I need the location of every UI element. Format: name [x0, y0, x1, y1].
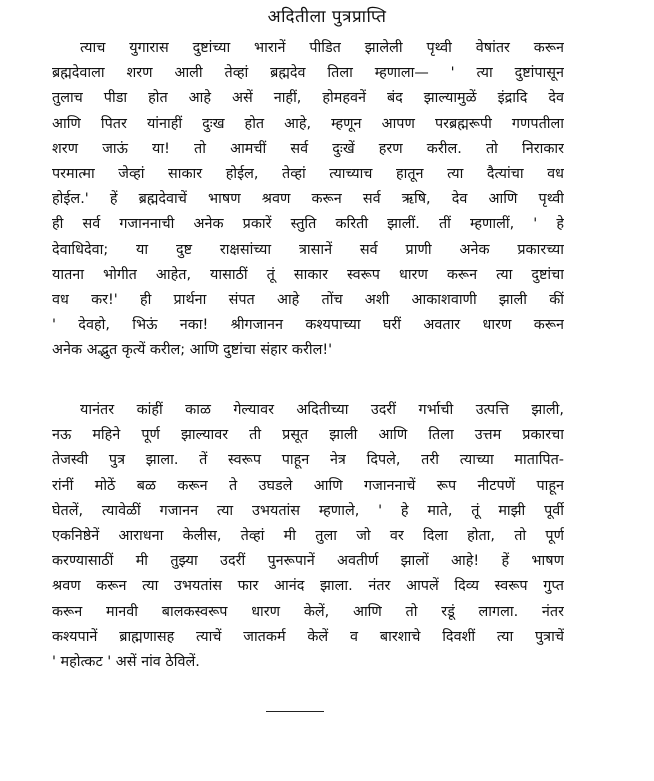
paragraph-line: ' देवहो, भिऊं नका! श्रीगजानन कश्यपाच्या घरीं अवतार धारण करून: [52, 317, 564, 334]
paragraph-line: त्याच युगारास दुष्टांच्या भारानें पीडित झालेली पृथ्वी वेषांतर करून: [80, 40, 564, 56]
paragraph-line: यानंतर कांहीं काळ गेल्यावर अदितीच्या उदरीं गर्भाची उत्पत्ति झाली,: [80, 402, 564, 418]
paragraph-line: ' महोत्कट ' असें नांव ठेविलें.: [52, 654, 200, 671]
paragraph-2: [52, 398, 564, 675]
paragraph-line: कश्यपानें ब्राह्मणासह त्याचें जातकर्म केलें व बारशाचे दिवशीं त्या पुत्राचें: [52, 628, 564, 645]
paragraph-line: परमात्मा जेव्हां साकार होईल, तेव्हां त्याच्याच हातून त्या दैत्यांचा वध: [52, 166, 564, 183]
paragraph-line: देवाधिदेवा; या दुष्ट राक्षसांच्या त्रासानें सर्व प्राणी अनेक प्रकारच्या: [52, 241, 564, 258]
paragraph-line: आणि पितर यांनाहीं दुःख होत आहे, म्हणून आपण परब्रह्मरूपी गणपतीला: [52, 115, 564, 132]
paragraph-line: शरण जाऊं या! तो आमचीं सर्व दुःखें हरण करील. तो निराकार: [52, 140, 564, 157]
paragraph-line: वध कर!' ही प्रार्थना संपत आहे तोंच अशी आकाशवाणी झाली कीं: [52, 292, 564, 309]
paragraph-1: [52, 36, 564, 364]
section-end-divider: [266, 711, 324, 712]
paragraph-line: करण्यासाठीं मी तुझ्या उदरीं पुनरूपानें अवतीर्ण झालों आहे! हें भाषण: [52, 553, 564, 570]
paragraph-line: श्रवण करून त्या उभयतांस फार आनंद झाला. नंतर आपलें दिव्य स्वरूप गुप्त: [52, 578, 564, 595]
paragraph-line: नऊ महिने पूर्ण झाल्यावर ती प्रसूत झाली आणि तिला उत्तम प्रकारचा: [52, 427, 564, 444]
paragraph-line: अनेक अद्भुत कृत्यें करील; आणि दुष्टांचा संहार करील!': [52, 342, 333, 359]
paragraph-line: ब्रह्मदेवाला शरण आली तेव्हां ब्रह्मदेव तिला म्हणाला— ' त्या दुष्टांपासून: [52, 65, 564, 82]
paragraph-line: एकनिष्ठेनें आराधना केलीस, तेव्हां मी तुला जो वर दिला होता, तो पूर्ण: [52, 528, 564, 545]
paragraph-line: रांनीं मोठें बळ करून ते उघडले आणि गजाननाचें रूप नीटपणें पाहून: [52, 477, 564, 494]
paragraph-line: करून मानवी बालकस्वरूप धारण केलें, आणि तो रडूं लागला. नंतर: [52, 603, 564, 620]
paragraph-line: यातना भोगीत आहेत, यासाठीं तूं साकार स्वरूप धारण करून त्या दुष्टांचा: [52, 266, 564, 283]
paragraph-line: होईल.' हें ब्रह्मदेवाचें भाषण श्रवण करून सर्व ऋषि, देव आणि पृथ्वी: [52, 191, 564, 208]
paragraph-line: तेजस्वी पुत्र झाला. तें स्वरूप पाहून नेत्र दिपले, तरी त्याच्या मातापित-: [52, 452, 564, 469]
paragraph-line: ही सर्व गजाननाची अनेक प्रकारें स्तुति करिती झालीं. तीं म्हणालीं, ' हे: [52, 216, 564, 233]
paragraph-line: घेतलें, त्यावेळीं गजानन त्या उभयतांस म्हणाले, ' हे माते, तूं माझी पूर्वी: [52, 502, 564, 519]
chapter-title: अदितीला पुत्रप्राप्ति: [267, 7, 387, 27]
paragraph-line: तुलाच पीडा होत आहे असें नाहीं, होमहवनें बंद झाल्यामुळें इंद्रादि देव: [52, 90, 564, 107]
